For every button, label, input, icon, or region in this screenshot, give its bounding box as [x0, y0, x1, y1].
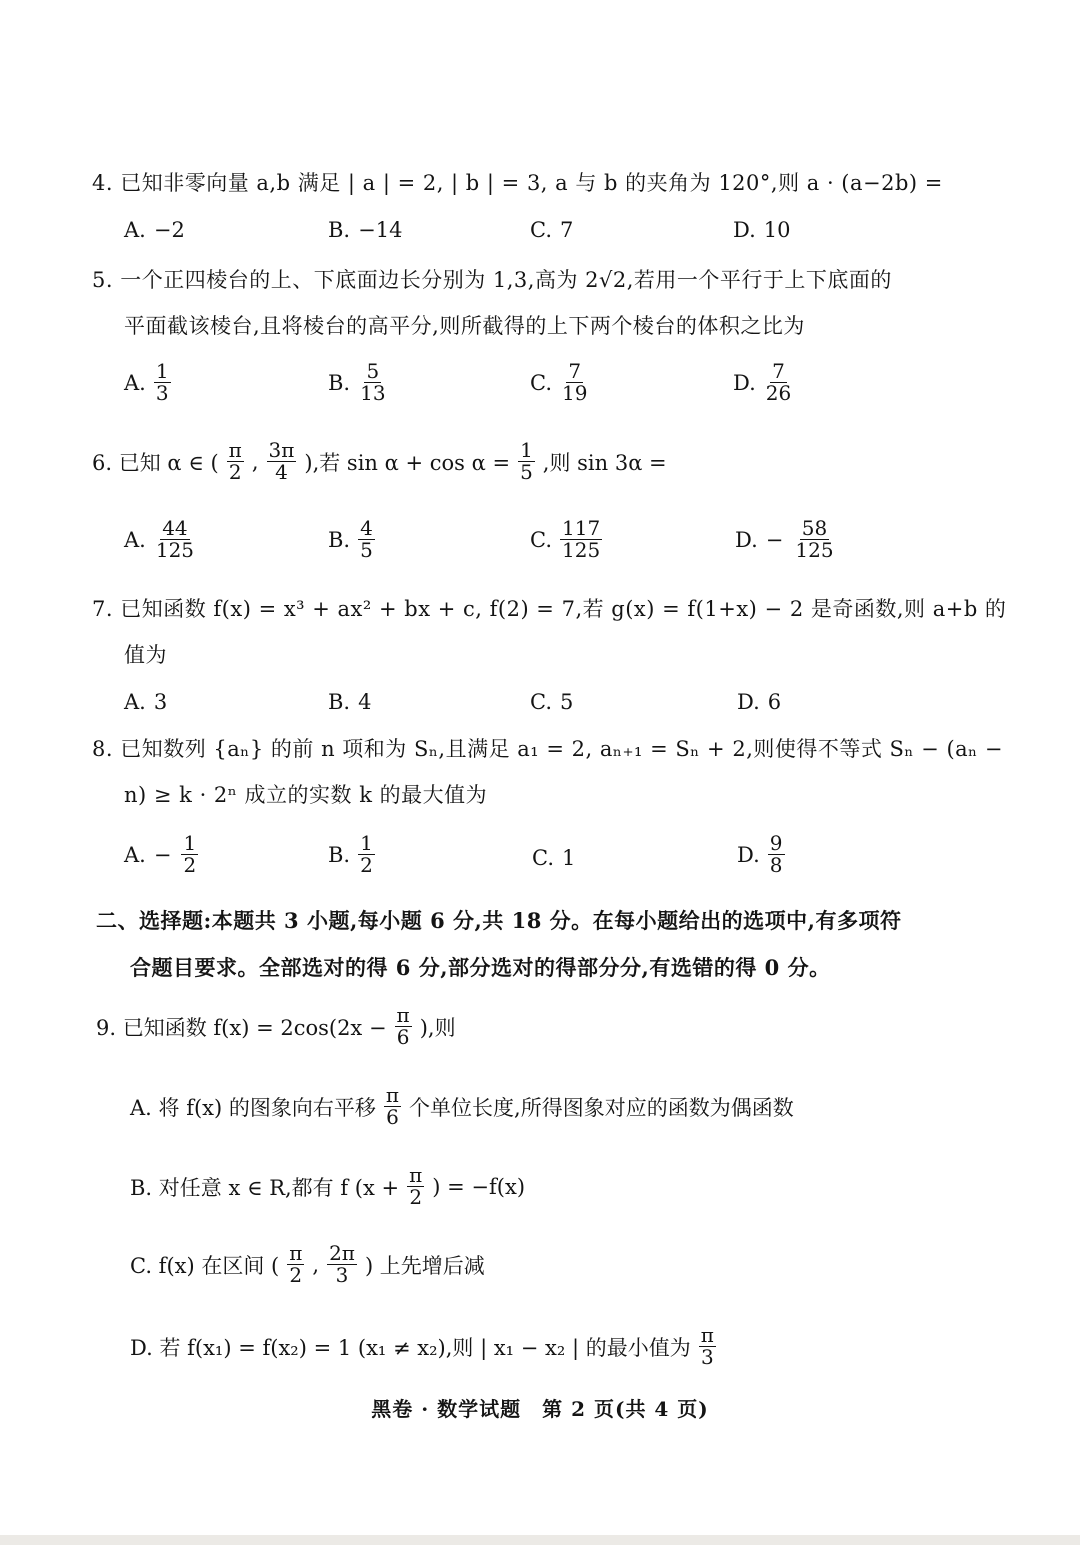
- q9-stem: 9. 已知函数 f(x) = 2cos(2x − $\frac{\pi}{6}$ ),则: [96, 1003, 456, 1049]
- fraction: $\frac{2\pi}{3}$: [329, 1241, 355, 1287]
- q7-option-c: C. 5: [530, 690, 574, 714]
- q7-stem-line1: 7. 已知函数 f(x) = x³ + ax² + bx + c, f(2) = 7,若 g(x) = f(1+x) − 2 是奇函数,则 a+b 的: [92, 597, 1007, 621]
- fraction: $\frac{1}{2}$: [360, 831, 373, 877]
- q8-option-b: B. $\frac{1}{2}$: [328, 831, 373, 877]
- q7-stem-line2: 值为: [124, 643, 167, 667]
- fraction: $\frac{1}{3}$: [155, 359, 169, 405]
- q5-stem-line2: 平面截该棱台,且将棱台的高平分,则所截得的上下两个棱台的体积之比为: [124, 314, 805, 338]
- q4-option-c: C. 7: [530, 218, 574, 242]
- q4-stem: 4. 已知非零向量 a,b 满足 | a | = 2, | b | = 3, a 与 b 的夹角为 120°,则 a · (a−2b) =: [92, 171, 943, 195]
- q7-option-d: D. 6: [737, 690, 782, 714]
- page-footer: 黑卷 · 数学试题 第 2 页(共 4 页): [371, 1397, 709, 1421]
- q8-stem-line2: n) ≥ k · 2ⁿ 成立的实数 k 的最大值为: [124, 783, 488, 807]
- fraction: $\frac{4}{5}$: [360, 516, 373, 562]
- section2-heading-line2: 合题目要求。全部选对的得 6 分,部分选对的得部分分,有选错的得 0 分。: [130, 955, 831, 980]
- q5-option-b: B. $\frac{5}{13}$: [328, 359, 386, 405]
- fraction: $\frac{9}{8}$: [769, 831, 783, 877]
- q4-option-a: A. −2: [124, 218, 185, 242]
- q9-option-a: A. 将 f(x) 的图象向右平移 $\frac{\pi}{6}$ 个单位长度,所得图象对应的函数为偶函数: [130, 1083, 794, 1129]
- q5-option-d: D. $\frac{7}{26}$: [733, 359, 792, 405]
- q4-option-b: B. −14: [328, 218, 403, 242]
- fraction: $\frac{\pi}{6}$: [396, 1003, 410, 1049]
- q5-option-a: A. $\frac{1}{3}$: [124, 359, 169, 405]
- q6-option-b: B. $\frac{4}{5}$: [328, 516, 373, 562]
- fraction: $\frac{44}{125}$: [155, 516, 195, 562]
- fraction: $\frac{\pi}{2}$: [228, 438, 242, 484]
- fraction: $\frac{7}{19}$: [562, 359, 588, 405]
- q7-option-a: A. 3: [124, 690, 168, 714]
- q8-stem-line1: 8. 已知数列 {aₙ} 的前 n 项和为 Sₙ,且满足 a₁ = 2, aₙ₊₁ = Sₙ + 2,则使得不等式 Sₙ − (aₙ −: [92, 737, 1004, 761]
- fraction: $\frac{58}{125}$: [795, 516, 834, 562]
- fraction: $\frac{117}{125}$: [562, 516, 601, 562]
- fraction: $\frac{\pi}{3}$: [700, 1323, 714, 1369]
- q8-option-d: D. $\frac{9}{8}$: [737, 831, 783, 877]
- q5-stem-line1: 5. 一个正四棱台的上、下底面边长分别为 1,3,高为 2√2,若用一个平行于上下底面的: [92, 268, 892, 292]
- fraction: $\frac{\pi}{2}$: [289, 1241, 303, 1287]
- q6-option-d: D. − $\frac{58}{125}$: [735, 516, 834, 562]
- q9-option-d: D. 若 f(x₁) = f(x₂) = 1 (x₁ ≠ x₂),则 | x₁ − x₂ | 的最小值为 $\frac{\pi}{3}$: [130, 1323, 714, 1369]
- q6-option-c: C. $\frac{117}{125}$: [530, 516, 601, 562]
- q9-option-b: B. 对任意 x ∈ R,都有 f (x + $\frac{\pi}{2}$ ) = −f(x): [130, 1163, 526, 1209]
- fraction: $\frac{1}{5}$: [520, 438, 533, 484]
- fraction: $\frac{5}{13}$: [360, 359, 386, 405]
- q7-option-b: B. 4: [328, 690, 372, 714]
- fraction: $\frac{1}{2}$: [183, 831, 197, 877]
- fraction: $\frac{7}{26}$: [765, 359, 792, 405]
- q6-option-a: A. $\frac{44}{125}$: [124, 516, 195, 562]
- q5-option-c: C. $\frac{7}{19}$: [530, 359, 588, 405]
- section2-heading-line1: 二、选择题:本题共 3 小题,每小题 6 分,共 18 分。在每小题给出的选项中,有多项符: [96, 908, 902, 933]
- q9-option-c: C. f(x) 在区间 ( $\frac{\pi}{2}$ , $\frac{2\pi}{3}$ ) 上先增后减: [130, 1241, 485, 1287]
- q4-option-d: D. 10: [733, 218, 791, 242]
- q8-option-a: A. − $\frac{1}{2}$: [124, 831, 197, 877]
- q8-option-c: C. 1: [532, 846, 576, 870]
- fraction: $\frac{3\pi}{4}$: [268, 438, 295, 484]
- fraction: $\frac{\pi}{6}$: [385, 1083, 400, 1129]
- scan-bottom-edge: [0, 1535, 1080, 1545]
- fraction: $\frac{\pi}{2}$: [409, 1163, 423, 1209]
- q6-stem: 6. 已知 α ∈ ( $\frac{\pi}{2}$ , $\frac{3\pi}{4}$ ),若 sin α + cos α = $\frac{1}{5}$ ,则 sin 3α =: [92, 438, 667, 484]
